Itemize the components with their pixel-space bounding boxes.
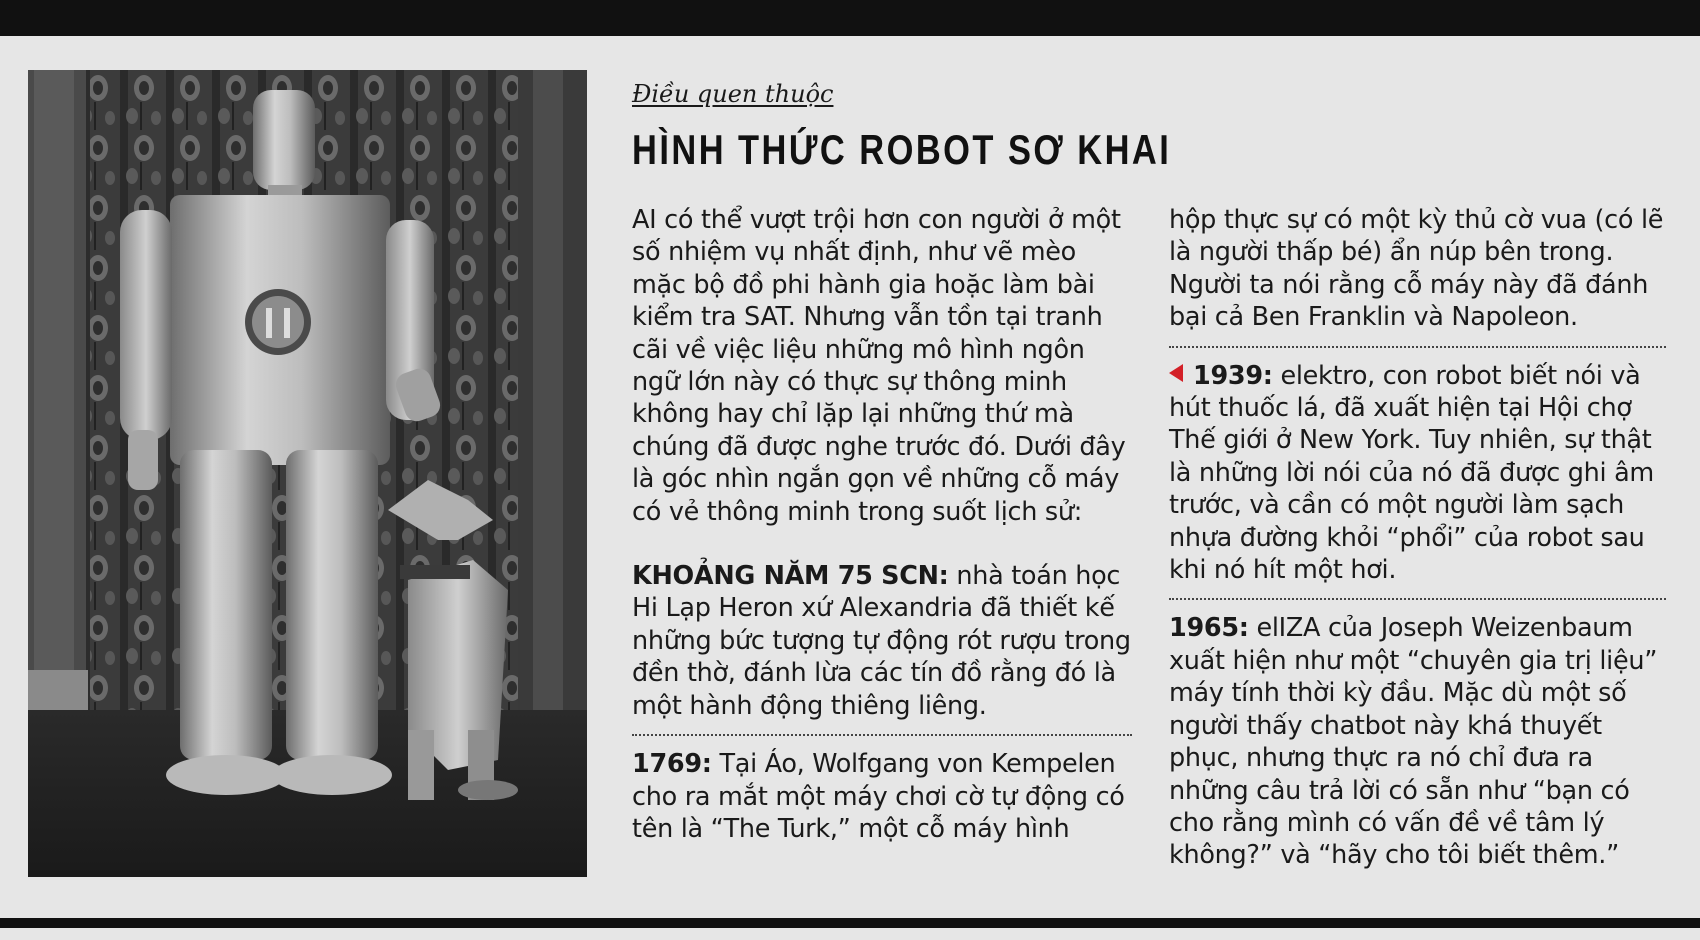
entry-label: 1939: — [1193, 360, 1273, 391]
dotted-divider — [1169, 598, 1666, 600]
timeline-entry — [632, 560, 1132, 722]
text-column-right — [1169, 204, 1666, 872]
entry-text: Tại Áo, Wolfgang von Kempelen cho ra mắt một máy chơi cờ tự động có tên là “The Turk,” một cỗ máy hình — [632, 749, 1125, 844]
intro-paragraph: AI có thể vượt trội hơn con người ở một số nhiệm vụ nhất định, như vẽ mèo mặc bộ đồ phi hành gia hoặc làm bài kiểm tra SAT. Nhưng vẫn tồn tại tranh cãi về việc liệu những mô hình ngôn ngữ lớn này có thực sự thông minh không hay chỉ lặp lại những thứ mà chúng đã được nghe trước đó. Dưới đây là góc nhìn ngắn gọn về những cỗ máy có vẻ thông minh trong suốt lịch sử: — [632, 205, 1126, 527]
entry-text: nhà toán học Hi Lạp Heron xứ Alexandria đã thiết kế những bức tượng tự động rót rượu trong đền thờ, đánh lừa các tín đồ rằng đó là một hành động thiêng liêng. — [632, 561, 1131, 721]
entry-text: elIZA của Joseph Weizenbaum xuất hiện như một “chuyên gia trị liệu” máy tính thời kỳ đầu. Mặc dù một số người thấy chatbot này khá thuyết phục, nhưng thực ra nó chỉ đưa ra những câu trả lời có sẵn như “bạn có cho rằng mình có vấn đề về tâm lý không?” và “hãy cho tôi biết thêm.” — [1169, 613, 1658, 871]
dotted-divider — [1169, 346, 1666, 348]
timeline-entry — [1169, 360, 1666, 587]
article-headline: HÌNH THỨC ROBOT SƠ KHAI — [632, 126, 1172, 173]
paragraph-gap — [632, 528, 1132, 560]
timeline-entry — [632, 748, 1132, 845]
timeline-entry — [1169, 612, 1666, 871]
entry-label: 1965: — [1169, 613, 1249, 644]
bottom-border-bar — [0, 918, 1700, 928]
dotted-divider — [632, 734, 1132, 736]
robot-photo — [28, 70, 587, 877]
red-triangle-marker-icon — [1169, 364, 1183, 382]
entry-label: 1769: — [632, 749, 712, 780]
article-kicker: Điều quen thuộc — [632, 80, 834, 108]
top-border-bar — [0, 0, 1700, 36]
bottom-strip — [0, 928, 1700, 940]
entry-label: KHOẢNG NĂM 75 SCN: — [632, 561, 949, 592]
entry-text: elektro, con robot biết nói và hút thuốc lá, đã xuất hiện tại Hội chợ Thế giới ở New York. Tuy nhiên, sự thật là những lời nói của nó đã được ghi âm trước, và cần có một người làm sạch nhựa đường khỏi “phổi” của robot sau khi nó hít một hơi. — [1169, 360, 1654, 586]
timeline-entry-continued: hộp thực sự có một kỳ thủ cờ vua (có lẽ là người thấp bé) ẩn núp bên trong. Người ta nói rằng cỗ máy này đã đánh bại cả Ben Franklin và Napoleon. — [1169, 205, 1664, 333]
text-column-left — [632, 204, 1132, 845]
